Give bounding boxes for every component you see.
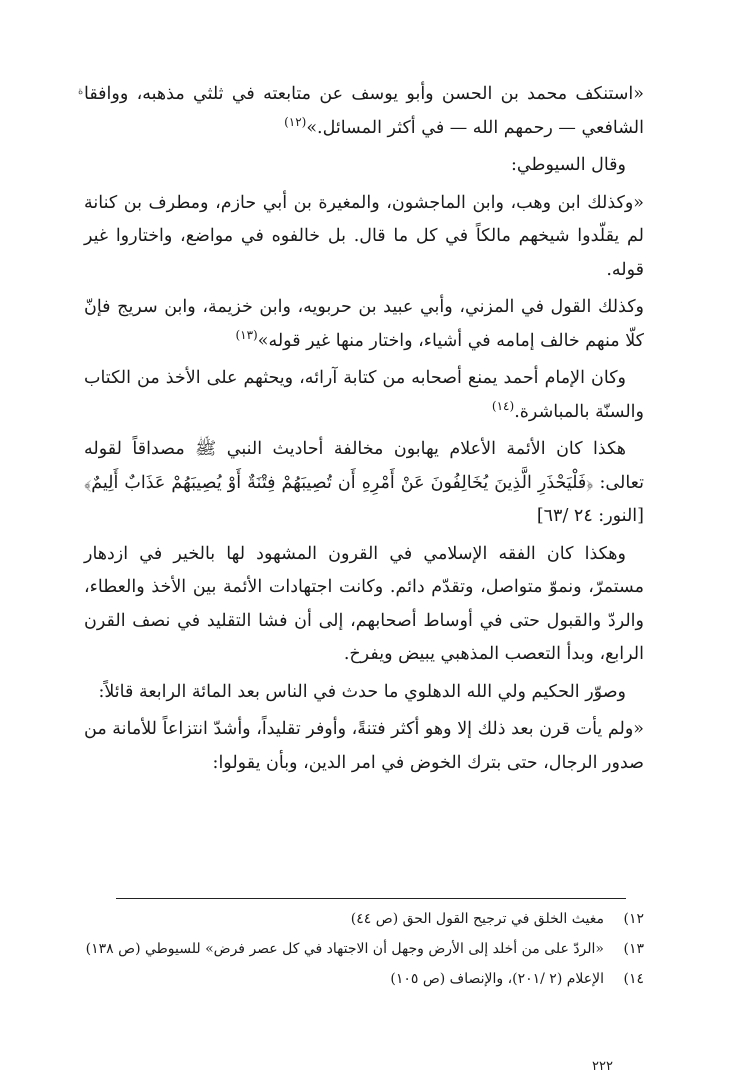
footnote-ref-13[interactable]: (١٣) xyxy=(235,327,258,342)
paragraph-text: «ولم يأت قرن بعد ذلك إلا وهو أكثر فتنةً، وأوفر تقليداً، وأشدّ انتزاعاً للأمانة من صدور الرجال، حتى بترك الخوض في امر الدين، وبأن يقولوا: xyxy=(84,719,644,773)
footnote-ref-12[interactable]: (١٢) xyxy=(284,114,307,129)
footnote-13 xyxy=(84,936,644,962)
footnotes xyxy=(84,906,644,996)
paragraph-text: «استنكف محمد بن الحسن وأبو يوسف عن متابعته في ثلثي مذهبه، ووافقا الشافعي — رحمهم الله — في أكثر المسائل.» xyxy=(84,84,644,138)
quote-block xyxy=(84,362,644,429)
paragraph-text: وكان الإمام أحمد يمنع أصحابه من كتابة آرائه، ويحثهم على الأخذ من الكتاب والسنّة بالمباشرة. xyxy=(84,368,644,422)
speaker-intro xyxy=(84,149,644,183)
margin-mark: ة xyxy=(78,86,84,97)
footnote-text: مغيث الخلق في ترجيح القول الحق (ص ٤٤) xyxy=(350,911,604,927)
footnote-14 xyxy=(84,966,644,992)
paragraph-text: وكذلك القول في المزني، وأبي عبيد بن حربويه، وابن خزيمة، وابن سريج فإنّ كلّا منهم خالف إمامه في أشياء، واختار منها غير قوله» xyxy=(84,297,644,351)
quote-paragraph-3 xyxy=(84,291,644,358)
quote-block xyxy=(84,187,644,288)
footnote-text: الإعلام (٢ /٢٠١)، والإنصاف (ص ١٠٥) xyxy=(390,971,604,987)
paragraph-quran-verse xyxy=(84,433,644,534)
page-number: ٢٢٢ xyxy=(592,1059,613,1074)
quote-paragraph-2 xyxy=(84,187,644,288)
paragraph-text: وهكذا كان الفقه الإسلامي في القرون المشهود لها بالخير في ازدهار مستمرّ، ونموّ متواصل، وتقدّم دائم. وكانت اجتهادات الأئمة بين الأخذ والعطاء، والردّ والقبول حتى في أوساط أصحابهم، إلى أن فشا التقليد في نصف القرن الرابع، وبدأ التعصب المذهبي يبيض ويفرخ. xyxy=(84,543,644,664)
paragraph-text: هكذا كان الأئمة الأعلام يهابون مخالفة أحاديث النبي ﷺ مصداقاً لقوله تعالى: ﴿فَلْيَحْذَرِ الَّذِينَ يُخَالِفُونَ عَنْ أَمْرِهِ أَن تُصِيبَهُمْ فِتْنَةٌ أَوْ يُصِيبَهُمْ عَذَابٌ أَلِيمٌ﴾ [النور: ٢٤ /٦٣] xyxy=(84,439,644,526)
quote-paragraph-dehlawi xyxy=(84,713,644,780)
quote-block xyxy=(84,676,644,710)
quote-paragraph-1 xyxy=(84,78,644,145)
footnote-text: «الردّ على من أخلد إلى الأرض وجهل أن الاجتهاد في كل عصر فرض» للسيوطي (ص ١٣٨) xyxy=(85,941,604,957)
footnote-number: ١٣) xyxy=(623,941,644,957)
paragraph-text: «وكذلك ابن وهب، وابن الماجشون، والمغيرة بن أبي حازم، ومطرف بن كنانة لم يقلّدوا شيخهم مالكاً في كل ما قال. بل خالفوه في مواضع، واختاروا غير قوله. xyxy=(84,192,644,280)
footnote-ref-14[interactable]: (١٤) xyxy=(491,398,515,413)
paragraph-text: وصوّر الحكيم ولي الله الدهلوي ما حدث في الناس بعد المائة الرابعة قائلاً: xyxy=(98,681,626,702)
quote-block xyxy=(84,291,644,358)
main-text xyxy=(84,78,644,784)
paragraph-imam-ahmad xyxy=(84,362,644,429)
paragraph-text: وقال السيوطي: xyxy=(511,155,626,175)
paragraph-fiqh-history xyxy=(84,538,644,672)
quote-block xyxy=(84,433,644,534)
footnote-number: ١٢) xyxy=(623,911,644,927)
footnote-separator xyxy=(116,898,626,899)
paragraph-dehlawi xyxy=(84,676,644,710)
footnote-12 xyxy=(84,906,644,932)
footnote-number: ١٤) xyxy=(623,971,644,987)
